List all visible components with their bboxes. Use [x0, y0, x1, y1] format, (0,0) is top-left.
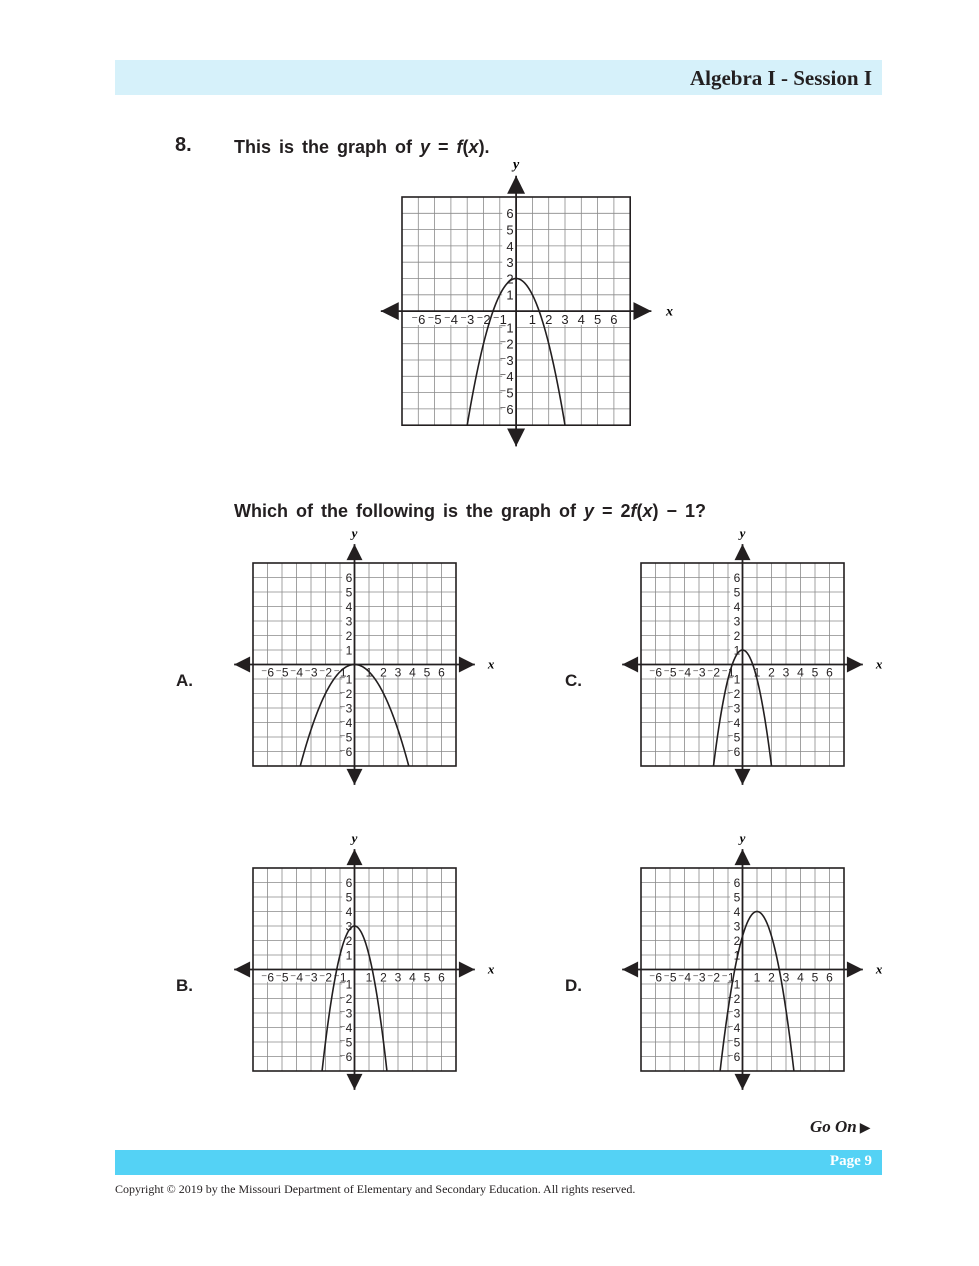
x-axis-arrow-left — [381, 302, 399, 320]
x-tick-label: ⁻6 — [260, 970, 275, 985]
y-axis-label: y — [512, 157, 520, 173]
y-tick-label: ⁻5 — [499, 385, 514, 401]
x-axis-arrow-right — [459, 657, 475, 673]
y-tick-label: 1 — [733, 643, 741, 658]
y-tick-label: 1 — [733, 948, 741, 963]
x-tick-label: 2 — [768, 665, 775, 680]
x-axis-label: x — [487, 656, 495, 672]
x-tick-label: ⁻3 — [692, 665, 706, 680]
y-axis-label: y — [739, 830, 746, 846]
y-tick-label: 5 — [506, 222, 514, 238]
x-tick-label: 1 — [753, 665, 761, 680]
y-axis-label: y — [739, 525, 746, 541]
x-tick-label: 6 — [826, 665, 833, 680]
x-tick-label: 3 — [782, 970, 790, 985]
x-axis-label: x — [875, 961, 883, 977]
x-tick-label: 4 — [797, 970, 804, 985]
y-tick-label: ⁻1 — [339, 977, 353, 992]
x-tick-label: ⁻2 — [476, 312, 491, 328]
y-axis-arrow-down — [735, 769, 751, 785]
y-tick-label: ⁻2 — [499, 336, 514, 352]
x-tick-label: 6 — [438, 970, 445, 985]
y-tick-label: 3 — [733, 614, 741, 629]
x-tick-label: 1 — [365, 665, 373, 680]
y-tick-label: 2 — [733, 934, 741, 949]
x-tick-label: 1 — [753, 970, 761, 985]
y-tick-label: 1 — [345, 948, 353, 963]
x-tick-label: 2 — [768, 970, 775, 985]
y-tick-label: 4 — [506, 238, 514, 254]
question-number: 8. — [175, 134, 192, 156]
option-a-graph[interactable] — [232, 525, 502, 812]
x-tick-label: 6 — [610, 312, 618, 328]
x-axis-arrow-right — [847, 657, 863, 673]
x-tick-label: ⁻6 — [648, 665, 663, 680]
y-tick-label: 4 — [733, 600, 741, 615]
x-tick-label: ⁻3 — [460, 312, 475, 328]
x-axis-arrow-right — [847, 962, 863, 978]
y-tick-label: ⁻4 — [499, 369, 514, 385]
y-tick-label: ⁻5 — [339, 730, 353, 745]
y-tick-label: ⁻2 — [727, 687, 741, 702]
y-tick-label: ⁻4 — [339, 716, 353, 731]
x-tick-label: ⁻1 — [492, 312, 507, 328]
y-axis-label: y — [351, 525, 358, 541]
x-axis-label: x — [666, 304, 674, 320]
x-tick-label: 4 — [409, 970, 416, 985]
option-a-letter[interactable]: A. — [176, 671, 193, 690]
y-tick-label: 3 — [733, 919, 741, 934]
y-tick-label: ⁻5 — [727, 730, 741, 745]
x-tick-label: ⁻5 — [663, 665, 677, 680]
y-tick-label: 6 — [733, 876, 741, 891]
x-tick-label: 3 — [782, 665, 790, 680]
x-tick-label: ⁻1 — [333, 970, 347, 985]
y-tick-label: ⁻1 — [339, 672, 353, 687]
x-tick-label: 1 — [528, 312, 537, 328]
y-tick-label: 5 — [345, 890, 353, 905]
y-tick-label: ⁻4 — [727, 1021, 741, 1036]
y-tick-label: ⁻1 — [499, 320, 514, 336]
y-tick-label: ⁻4 — [727, 716, 741, 731]
x-tick-label: ⁻4 — [677, 665, 692, 680]
y-tick-label: 3 — [345, 614, 353, 629]
x-tick-label: 3 — [394, 665, 402, 680]
x-tick-label: 5 — [423, 665, 431, 680]
x-tick-label: 3 — [394, 970, 402, 985]
x-tick-label: 5 — [593, 312, 602, 328]
y-tick-label: ⁻2 — [339, 992, 353, 1007]
y-axis-arrow-up — [507, 176, 525, 194]
go-on-label: Go On ▶ — [810, 1117, 871, 1136]
y-tick-label: 5 — [345, 585, 353, 600]
x-tick-label: ⁻5 — [275, 970, 289, 985]
y-tick-label: 5 — [733, 890, 741, 905]
option-d-letter[interactable]: D. — [565, 976, 582, 995]
x-tick-label: ⁻5 — [275, 665, 289, 680]
y-tick-label: ⁻2 — [727, 992, 741, 1007]
x-tick-label: ⁻4 — [677, 970, 692, 985]
graph-f-of-x — [380, 157, 680, 475]
y-tick-label: ⁻3 — [727, 701, 741, 716]
x-tick-label: ⁻4 — [443, 312, 458, 328]
y-tick-label: ⁻1 — [727, 672, 741, 687]
header-title: Algebra I - Session I — [689, 66, 872, 90]
y-tick-label: ⁻6 — [727, 1050, 741, 1065]
x-tick-label: ⁻2 — [706, 970, 721, 985]
option-c-letter[interactable]: C. — [565, 671, 582, 690]
x-tick-label: ⁻3 — [304, 970, 318, 985]
page-number: Page 9 — [829, 1153, 872, 1169]
x-tick-label: 4 — [797, 665, 804, 680]
x-tick-label: 6 — [826, 970, 833, 985]
x-tick-label: 5 — [423, 970, 431, 985]
x-tick-label: ⁻4 — [289, 665, 304, 680]
x-axis-label: x — [487, 961, 495, 977]
y-tick-label: 2 — [733, 629, 741, 644]
option-b-graph[interactable] — [232, 830, 502, 1117]
x-tick-label: ⁻2 — [318, 970, 333, 985]
x-tick-label: ⁻2 — [706, 665, 721, 680]
x-tick-label: ⁻3 — [304, 665, 318, 680]
x-tick-label: ⁻6 — [648, 970, 663, 985]
y-tick-label: 2 — [345, 934, 353, 949]
x-tick-label: 5 — [811, 665, 819, 680]
y-axis-label: y — [351, 830, 358, 846]
y-tick-label: 4 — [345, 905, 353, 920]
y-tick-label: 4 — [733, 905, 741, 920]
y-tick-label: 3 — [345, 919, 353, 934]
header-band — [115, 60, 882, 95]
y-tick-label: 2 — [506, 271, 514, 287]
copyright-notice: Copyright © 2019 by the Missouri Department of Elementary and Secondary Education. All rights reserved. — [115, 1182, 636, 1196]
footer-band — [115, 1150, 882, 1175]
y-axis-arrow-up — [347, 849, 363, 865]
x-tick-label: 1 — [365, 970, 373, 985]
y-tick-label: ⁻6 — [339, 1050, 353, 1065]
x-tick-label: ⁻5 — [427, 312, 442, 328]
y-tick-label: ⁻6 — [499, 401, 514, 417]
y-tick-label: ⁻6 — [339, 745, 353, 760]
x-tick-label: ⁻4 — [289, 970, 304, 985]
x-tick-label: 2 — [545, 312, 553, 328]
y-axis-arrow-up — [735, 849, 751, 865]
x-tick-label: ⁻5 — [663, 970, 677, 985]
y-tick-label: ⁻3 — [339, 1006, 353, 1021]
go-on-arrow-icon: ▶ — [859, 1121, 871, 1136]
option-d-graph[interactable] — [620, 830, 890, 1117]
x-tick-label: ⁻6 — [260, 665, 275, 680]
x-tick-label: 6 — [438, 665, 445, 680]
y-tick-label: 6 — [733, 571, 741, 586]
y-tick-label: ⁻3 — [727, 1006, 741, 1021]
x-tick-label: ⁻2 — [318, 665, 333, 680]
y-tick-label: ⁻6 — [727, 745, 741, 760]
y-axis-arrow-down — [507, 428, 525, 446]
y-tick-label: 4 — [345, 600, 353, 615]
y-axis-arrow-down — [347, 769, 363, 785]
y-axis-arrow-down — [347, 1074, 363, 1090]
y-tick-label: 6 — [345, 876, 353, 891]
x-tick-label: 2 — [380, 970, 387, 985]
option-b-letter[interactable]: B. — [176, 976, 193, 995]
y-tick-label: 6 — [506, 206, 514, 222]
y-tick-label: 3 — [506, 255, 514, 271]
x-tick-label: ⁻3 — [692, 970, 706, 985]
x-tick-label: ⁻1 — [721, 665, 735, 680]
y-tick-label: ⁻3 — [499, 352, 514, 368]
y-tick-label: 1 — [506, 287, 514, 303]
y-axis-arrow-up — [735, 544, 751, 560]
x-axis-label: x — [875, 656, 883, 672]
y-tick-label: ⁻5 — [727, 1035, 741, 1050]
y-tick-label: ⁻3 — [339, 701, 353, 716]
y-tick-label: ⁻2 — [339, 687, 353, 702]
x-axis-arrow-left — [234, 962, 250, 978]
x-axis-arrow-left — [622, 657, 638, 673]
x-axis-arrow-right — [633, 302, 651, 320]
x-tick-label: 2 — [380, 665, 387, 680]
x-axis-arrow-left — [622, 962, 638, 978]
y-tick-label: 5 — [733, 585, 741, 600]
y-tick-label: 2 — [345, 629, 353, 644]
x-tick-label: 3 — [561, 312, 569, 328]
y-tick-label: ⁻1 — [727, 977, 741, 992]
x-axis-arrow-right — [459, 962, 475, 978]
question-prompt: This is the graph of y = f(x). — [234, 137, 490, 157]
x-tick-label: ⁻1 — [721, 970, 735, 985]
x-tick-label: 5 — [811, 970, 819, 985]
x-tick-label: ⁻1 — [333, 665, 347, 680]
x-axis-arrow-left — [234, 657, 250, 673]
y-tick-label: ⁻5 — [339, 1035, 353, 1050]
y-axis-arrow-up — [347, 544, 363, 560]
y-tick-label: 1 — [345, 643, 353, 658]
y-axis-arrow-down — [735, 1074, 751, 1090]
option-c-graph[interactable] — [620, 525, 890, 812]
y-tick-label: 6 — [345, 571, 353, 586]
x-tick-label: 4 — [409, 665, 416, 680]
x-tick-label: 4 — [577, 312, 585, 328]
x-tick-label: ⁻6 — [411, 312, 426, 328]
question-prompt-2: Which of the following is the graph of y = 2f(x) − 1? — [234, 501, 707, 521]
y-tick-label: ⁻4 — [339, 1021, 353, 1036]
